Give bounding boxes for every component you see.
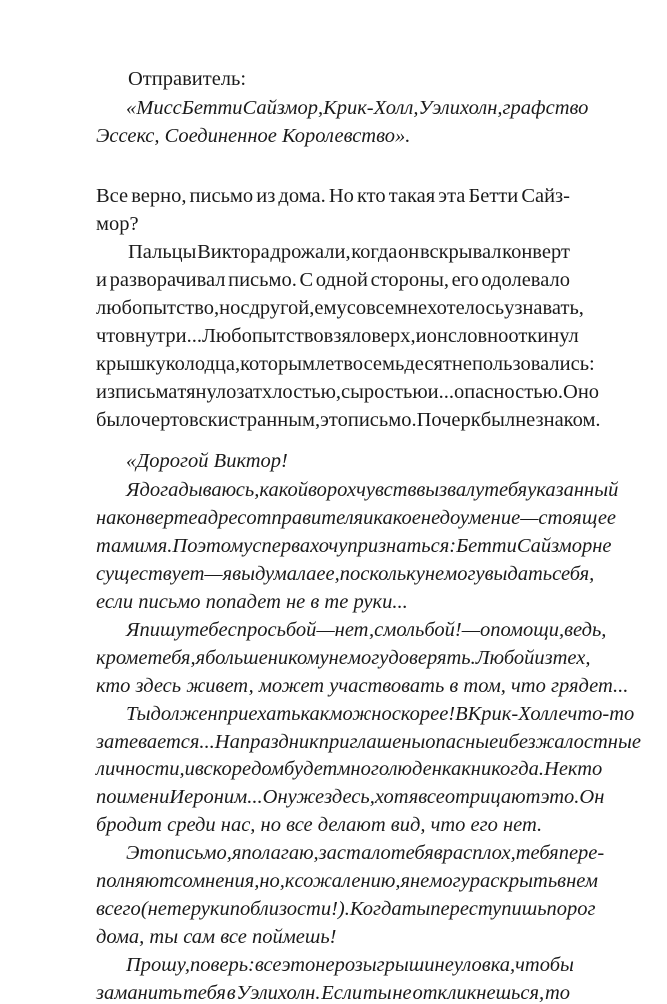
letter-line: по имени Иероним... Он уже здесь, хотя все отрицают это. Он — [96, 786, 605, 808]
letter-line: Ты должен приехать как можно скорее! В Крик-Холле что-то — [126, 703, 635, 725]
letter-line: Я пишу тебе с просьбой — нет, с мольбой! — о помощи, ведь, — [126, 619, 607, 641]
narrative-line: Все верно, письмо из дома. Но кто такая эта Бетти Сайз- — [96, 185, 570, 207]
letter-line: там имя. Поэтому сперва хочу признаться: Бетти Сайзмор не — [96, 535, 612, 557]
letter-line: бродит среди нас, но все делают вид, что его нет. — [96, 814, 543, 836]
narrative-line: любопытство, но с другой, ему совсем не хотелось узнавать, — [96, 297, 584, 319]
letter-line: Прошу, поверь: все это не розыгрыш и не уловка, чтобы — [126, 954, 574, 976]
letter-line: заманить тебя в Уэлихолн. Если ты не откликнешься, то — [96, 982, 570, 1004]
letter-line: всего (не те руки поблизости!). Когда ты переступишь порог — [96, 898, 596, 920]
letter-line: на конверте адрес отправителя и какое недоумение — стоящее — [96, 507, 617, 529]
letter-line: Это письмо, я полагаю, застало тебя врасплох, тебя пере- — [126, 842, 605, 864]
narrative-line: было чертовски странным, это письмо. Почерк был незнаком. — [96, 409, 601, 431]
sender-label: Отправитель: — [128, 68, 247, 90]
letter-line: кроме тебя, я больше никому не могу доверять. Любой из тех, — [96, 647, 591, 669]
letter-line: затевается... На праздник приглашены опасные и безжалостные — [96, 731, 641, 753]
narrative-line: мор? — [96, 213, 139, 235]
narrative-line: Пальцы Виктора дрожали, когда он вскрывал конверт — [128, 241, 570, 263]
narrative-line: из письма тянуло затхлостью, сыростью и... опасностью. Оно — [96, 381, 600, 403]
letter-line: кто здесь живет, может участвовать в том, что грядет... — [96, 675, 629, 697]
narrative-line: и разворачивал письмо. С одной стороны, его одолевало — [96, 269, 570, 291]
letter-line: если письмо попадет не в те руки... — [96, 591, 408, 613]
sender-address-line: Эссекс, Соединенное Королевство». — [96, 125, 411, 147]
narrative-line: что внутри... Любопытство взяло верх, и он словно откинул — [96, 325, 579, 347]
sender-address-line: «Мисс Бетти Сайзмор, Крик-Холл, Уэлихолн, графство — [126, 97, 589, 119]
letter-line: личности, и вскоре дом будет многолюден как никогда. Некто — [96, 758, 603, 780]
letter-line: Я догадываюсь, какой ворох чувств вызвал у тебя указанный — [126, 479, 619, 501]
letter-line: полняют сомнения, но, к сожалению, я не могу раскрыть в нем — [96, 870, 598, 892]
narrative-line: крышку колодца, которым лет восемьдесят не пользовались: — [96, 353, 595, 375]
letter-greeting: «Дорогой Виктор! — [126, 450, 288, 472]
letter-line: существует — я выдумала ее, поскольку не могу выдать себя, — [96, 563, 595, 585]
letter-line: дома, ты сам все поймешь! — [96, 926, 337, 948]
